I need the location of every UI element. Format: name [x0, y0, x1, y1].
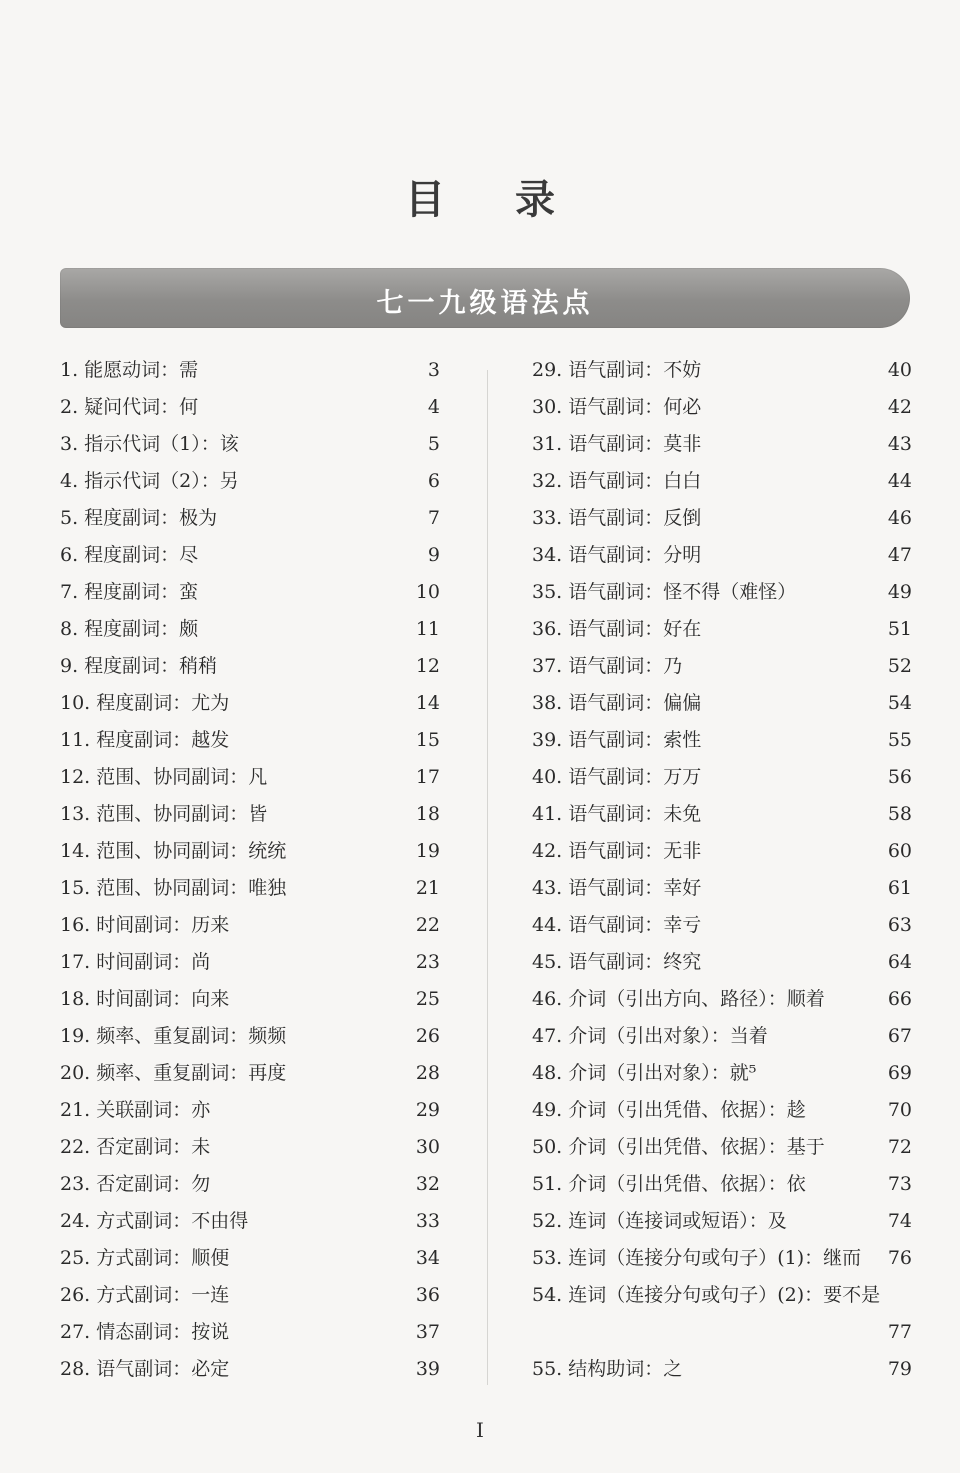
toc-entry-page: 74 — [887, 1210, 912, 1232]
toc-entry-label: 10. 程度副词：尤为 — [60, 692, 230, 714]
toc-entry-label: 12. 范围、协同副词：凡 — [60, 766, 268, 788]
toc-entry-label: 46. 介词（引出方向、路径）：顺着 — [532, 988, 825, 1010]
toc-entry[interactable] — [532, 1277, 912, 1351]
toc-entry[interactable] — [60, 611, 440, 648]
toc-entry[interactable] — [532, 1129, 912, 1166]
toc-entry[interactable] — [532, 648, 912, 685]
toc-entry-page: 70 — [887, 1099, 912, 1121]
toc-entry-page: 43 — [887, 433, 912, 455]
toc-entry[interactable] — [532, 426, 912, 463]
toc-entry-page: 6 — [427, 470, 440, 492]
toc-entry[interactable] — [60, 1018, 440, 1055]
toc-entry-label: 41. 语气副词：未免 — [532, 803, 702, 825]
toc-entry-label: 39. 语气副词：索性 — [532, 729, 702, 751]
toc-entry-label: 24. 方式副词：不由得 — [60, 1210, 249, 1232]
toc-entry-page: 63 — [887, 914, 912, 936]
toc-entry-page: 32 — [415, 1173, 440, 1195]
toc-entry-label: 40. 语气副词：万万 — [532, 766, 702, 788]
toc-entry-label: 11. 程度副词：越发 — [60, 729, 230, 751]
toc-entry-page: 79 — [887, 1358, 912, 1380]
toc-entry[interactable] — [532, 870, 912, 907]
toc-entry[interactable] — [532, 1055, 912, 1092]
toc-entry-label: 47. 介词（引出对象）：当着 — [532, 1025, 768, 1047]
section-banner-label: 七一九级语法点 — [376, 288, 594, 319]
toc-entry-page: 42 — [887, 396, 912, 418]
toc-entry-page: 40 — [887, 359, 912, 381]
section-banner — [60, 268, 910, 328]
toc-entry-label: 7. 程度副词：蛮 — [60, 581, 199, 603]
toc-entry-label: 49. 介词（引出凭借、依据）：趁 — [532, 1099, 806, 1121]
toc-entry-label: 50. 介词（引出凭借、依据）：基于 — [532, 1136, 825, 1158]
toc-entry-page: 25 — [415, 988, 440, 1010]
toc-entry-label: 43. 语气副词：幸好 — [532, 877, 702, 899]
toc-entry-page: 18 — [415, 803, 440, 825]
toc-entry-label: 36. 语气副词：好在 — [532, 618, 702, 640]
toc-entry-label: 25. 方式副词：顺便 — [60, 1247, 230, 1269]
toc-entry[interactable] — [60, 1277, 440, 1314]
toc-entry-page: 72 — [887, 1136, 912, 1158]
toc-entry[interactable] — [60, 944, 440, 981]
toc-entry[interactable] — [532, 611, 912, 648]
toc-entry-page: 51 — [887, 618, 912, 640]
toc-entry-page: 4 — [427, 396, 440, 418]
toc-entry-label: 3. 指示代词（1）：该 — [60, 433, 239, 455]
toc-entry[interactable] — [532, 537, 912, 574]
toc-entry-page: 56 — [887, 766, 912, 788]
toc-entry-label: 37. 语气副词：乃 — [532, 655, 683, 677]
toc-entry-label: 45. 语气副词：终究 — [532, 951, 702, 973]
toc-entry-label: 6. 程度副词：尽 — [60, 544, 199, 566]
toc-entry[interactable] — [60, 500, 440, 537]
toc-entry-label: 2. 疑问代词：何 — [60, 396, 199, 418]
toc-entry-page: 76 — [887, 1247, 912, 1269]
toc-entry-label: 31. 语气副词：莫非 — [532, 433, 702, 455]
toc-entry-page: 66 — [887, 988, 912, 1010]
toc-entry-page: 37 — [415, 1321, 440, 1343]
toc-entry-page: 60 — [887, 840, 912, 862]
toc-entry-page: 34 — [415, 1247, 440, 1269]
toc-entry-page: 7 — [427, 507, 440, 529]
toc-entry-page: 11 — [415, 618, 440, 640]
column-divider — [487, 370, 488, 1385]
toc-entry[interactable] — [60, 648, 440, 685]
toc-entry[interactable] — [60, 1240, 440, 1277]
toc-entry-page: 10 — [415, 581, 440, 603]
toc-entry[interactable] — [532, 944, 912, 981]
toc-entry-page: 52 — [887, 655, 912, 677]
toc-entry[interactable] — [60, 537, 440, 574]
toc-entry[interactable] — [532, 1018, 912, 1055]
toc-entry-label: 35. 语气副词：怪不得（难怪） — [532, 581, 797, 603]
toc-entry[interactable] — [60, 389, 440, 426]
toc-entry-label: 26. 方式副词：一连 — [60, 1284, 230, 1306]
toc-entry-page: 30 — [415, 1136, 440, 1158]
toc-entry-page: 67 — [887, 1025, 912, 1047]
page-title: 目 录 — [405, 176, 583, 223]
toc-entry-page: 61 — [887, 877, 912, 899]
toc-entry-label: 9. 程度副词：稍稍 — [60, 655, 218, 677]
toc-entry[interactable] — [60, 1203, 440, 1240]
toc-entry-label: 17. 时间副词：尚 — [60, 951, 211, 973]
toc-right-column — [532, 352, 912, 1388]
toc-entry[interactable] — [532, 352, 912, 389]
toc-entry-label: 22. 否定副词：未 — [60, 1136, 211, 1158]
toc-entry-page: 12 — [415, 655, 440, 677]
toc-entry[interactable] — [60, 574, 440, 611]
toc-entry-label: 18. 时间副词：向来 — [60, 988, 230, 1010]
toc-entry-page: 39 — [415, 1358, 440, 1380]
toc-entry[interactable] — [60, 352, 440, 389]
toc-entry-page: 3 — [427, 359, 440, 381]
toc-entry-page: 5 — [427, 433, 440, 455]
toc-entry-label: 55. 结构助词：之 — [532, 1358, 683, 1380]
toc-entry-page: 36 — [415, 1284, 440, 1306]
toc-entry[interactable] — [532, 759, 912, 796]
toc-entry-page: 23 — [415, 951, 440, 973]
toc-entry[interactable] — [532, 574, 912, 611]
toc-entry-label: 14. 范围、协同副词：统统 — [60, 840, 287, 862]
toc-entry-label: 32. 语气副词：白白 — [532, 470, 702, 492]
toc-entry[interactable] — [532, 1203, 912, 1240]
toc-entry-page: 77 — [887, 1321, 912, 1343]
toc-entry[interactable] — [60, 722, 440, 759]
toc-entry-page: 33 — [415, 1210, 440, 1232]
toc-entry[interactable] — [532, 907, 912, 944]
toc-entry-label: 33. 语气副词：反倒 — [532, 507, 702, 529]
toc-entry[interactable] — [532, 981, 912, 1018]
toc-entry-label: 19. 频率、重复副词：频频 — [60, 1025, 287, 1047]
toc-entry-page: 64 — [887, 951, 912, 973]
toc-entry[interactable] — [60, 1351, 440, 1388]
toc-entry-page: 54 — [887, 692, 912, 714]
toc-entry[interactable] — [60, 759, 440, 796]
toc-entry-page: 17 — [415, 766, 440, 788]
toc-entry-label: 34. 语气副词：分明 — [532, 544, 702, 566]
toc-entry-page: 55 — [887, 729, 912, 751]
toc-entry-label: 15. 范围、协同副词：唯独 — [60, 877, 287, 899]
toc-entry-label: 13. 范围、协同副词：皆 — [60, 803, 268, 825]
toc-entry[interactable] — [532, 1240, 912, 1277]
toc-entry-label: 44. 语气副词：幸亏 — [532, 914, 702, 936]
toc-entry-label: 30. 语气副词：何必 — [532, 396, 702, 418]
page-number: I — [476, 1418, 484, 1442]
toc-entry-page: 26 — [415, 1025, 440, 1047]
toc-entry[interactable] — [60, 1092, 440, 1129]
toc-entry-label: 1. 能愿动词：需 — [60, 359, 199, 381]
toc-entry[interactable] — [532, 796, 912, 833]
toc-entry[interactable] — [532, 1166, 912, 1203]
toc-entry-label: 38. 语气副词：偏偏 — [532, 692, 702, 714]
toc-entry-label: 51. 介词（引出凭借、依据）：依 — [532, 1173, 806, 1195]
toc-entry[interactable] — [60, 981, 440, 1018]
toc-entry[interactable] — [60, 685, 440, 722]
toc-entry[interactable] — [532, 833, 912, 870]
toc-entry-label: 23. 否定副词：勿 — [60, 1173, 211, 1195]
toc-entry[interactable] — [532, 500, 912, 537]
toc-entry-label: 5. 程度副词：极为 — [60, 507, 218, 529]
toc-entry-label: 28. 语气副词：必定 — [60, 1358, 230, 1380]
toc-entry[interactable] — [532, 722, 912, 759]
toc-entry-label: 54. 连词（连接分句或句子）(2)：要不是 — [532, 1284, 881, 1306]
toc-entry[interactable] — [60, 426, 440, 463]
toc-entry-page: 22 — [415, 914, 440, 936]
toc-entry-page: 49 — [887, 581, 912, 603]
toc-entry-label: 42. 语气副词：无非 — [532, 840, 702, 862]
toc-entry-page: 47 — [887, 544, 912, 566]
toc-entry[interactable] — [532, 1092, 912, 1129]
toc-entry-page: 73 — [887, 1173, 912, 1195]
toc-entry[interactable] — [60, 796, 440, 833]
toc-entry-page: 69 — [887, 1062, 912, 1084]
toc-entry[interactable] — [60, 463, 440, 500]
toc-left-column — [60, 352, 440, 1388]
toc-entry-label: 21. 关联副词：亦 — [60, 1099, 211, 1121]
toc-entry-label: 8. 程度副词：颇 — [60, 618, 199, 640]
toc-entry[interactable] — [532, 463, 912, 500]
toc-entry[interactable] — [60, 1055, 440, 1092]
toc-entry-page: 46 — [887, 507, 912, 529]
toc-entry-label: 16. 时间副词：历来 — [60, 914, 230, 936]
toc-entry-label: 4. 指示代词（2）：另 — [60, 470, 239, 492]
toc-entry-page: 29 — [415, 1099, 440, 1121]
toc-entry[interactable] — [60, 1129, 440, 1166]
toc-entry[interactable] — [532, 685, 912, 722]
toc-entry-page: 14 — [415, 692, 440, 714]
toc-entry-page: 44 — [887, 470, 912, 492]
toc-entry-page: 58 — [887, 803, 912, 825]
toc-entry-page: 15 — [415, 729, 440, 751]
toc-entry[interactable] — [532, 389, 912, 426]
toc-entry-label: 52. 连词（连接词或短语）：及 — [532, 1210, 787, 1232]
toc-entry[interactable] — [60, 907, 440, 944]
toc-entry-label: 20. 频率、重复副词：再度 — [60, 1062, 287, 1084]
toc-entry-label: 48. 介词（引出对象）：就⁵ — [532, 1062, 757, 1084]
toc-entry[interactable] — [60, 1166, 440, 1203]
toc-entry[interactable] — [60, 1314, 440, 1351]
toc-entry-page: 19 — [415, 840, 440, 862]
toc-entry-page: 9 — [427, 544, 440, 566]
toc-entry-label: 27. 情态副词：按说 — [60, 1321, 230, 1343]
toc-entry-label: 53. 连词（连接分句或句子）(1)：继而 — [532, 1247, 862, 1269]
toc-entry[interactable] — [532, 1351, 912, 1388]
toc-entry[interactable] — [60, 833, 440, 870]
toc-entry-page: 28 — [415, 1062, 440, 1084]
toc-entry[interactable] — [60, 870, 440, 907]
toc-entry-page: 21 — [415, 877, 440, 899]
toc-entry-label: 29. 语气副词：不妨 — [532, 359, 702, 381]
